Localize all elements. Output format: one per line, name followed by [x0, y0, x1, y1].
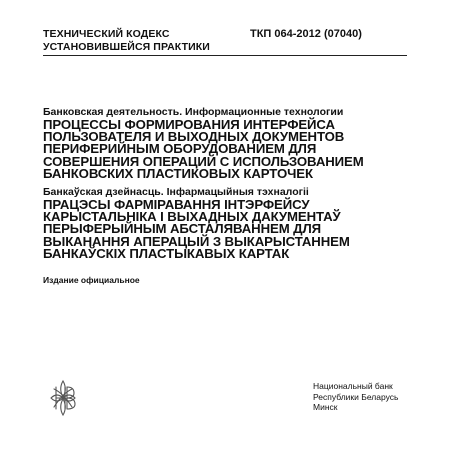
document-type-header [43, 28, 210, 54]
russian-title-line: ПЕРИФЕРИЙНЫМ ОБОРУДОВАНИЕМ ДЛЯ [43, 141, 317, 157]
russian-title-line: СОВЕРШЕНИЯ ОПЕРАЦИЙ С ИСПОЛЬЗОВАНИЕМ [43, 153, 364, 169]
publisher-line: Республики Беларусь [313, 391, 399, 402]
russian-title-line: ПРОЦЕССЫ ФОРМИРОВАНИЯ ИНТЕРФЕЙСА [43, 117, 335, 132]
header-divider [43, 55, 407, 56]
belarusian-title-line: КАРЫСТАЛЬНІКА І ВЫХАДНЫХ ДАКУМЕНТАЎ [43, 209, 341, 225]
belarusian-title-block [43, 186, 423, 260]
belarusian-title-line: ПЕРЫФЕРЫЙНЫМ АБСТАЛЯВАННЕМ ДЛЯ [43, 221, 321, 237]
russian-title-line: ПОЛЬЗОВАТЕЛЯ И ВЫХОДНЫХ ДОКУМЕНТОВ [43, 129, 345, 145]
national-bank-monogram-icon [43, 378, 83, 418]
belarusian-subtitle: Банкаўская дзейнасць. Інфармацыйныя тэхналогіі [43, 186, 309, 198]
publisher-block [313, 381, 398, 413]
document-type-line: УСТАНОВИВШЕЙСЯ ПРАКТИКИ [43, 41, 210, 53]
russian-title [43, 119, 423, 180]
edition-label: Издание официальное [43, 275, 140, 285]
document-code: ТКП 064-2012 (07040) [250, 28, 362, 40]
russian-subtitle: Банковская деятельность. Информационные технологии [43, 106, 344, 118]
belarusian-title-line: БАНКАЎСКІХ ПЛАСТЫКАВЫХ КАРТАК [43, 245, 290, 261]
russian-title-line: БАНКОВСКИХ ПЛАСТИКОВЫХ КАРТОЧЕК [43, 165, 313, 181]
publisher-city: Минск [313, 402, 338, 412]
belarusian-title-line: ПРАЦЭСЫ ФАРМІРАВАННЯ ІНТЭРФЕЙСУ [43, 197, 310, 212]
belarusian-title [43, 199, 423, 260]
publisher-line: Национальный банк [313, 381, 393, 391]
belarusian-title-line: ВЫКАНАННЯ АПЕРАЦЫЙ З ВЫКАРЫСТАННЕМ [43, 233, 350, 249]
document-type-line: ТЕХНИЧЕСКИЙ КОДЕКС [43, 28, 170, 40]
monogram-graphic [43, 378, 83, 418]
russian-title-block [43, 106, 423, 180]
